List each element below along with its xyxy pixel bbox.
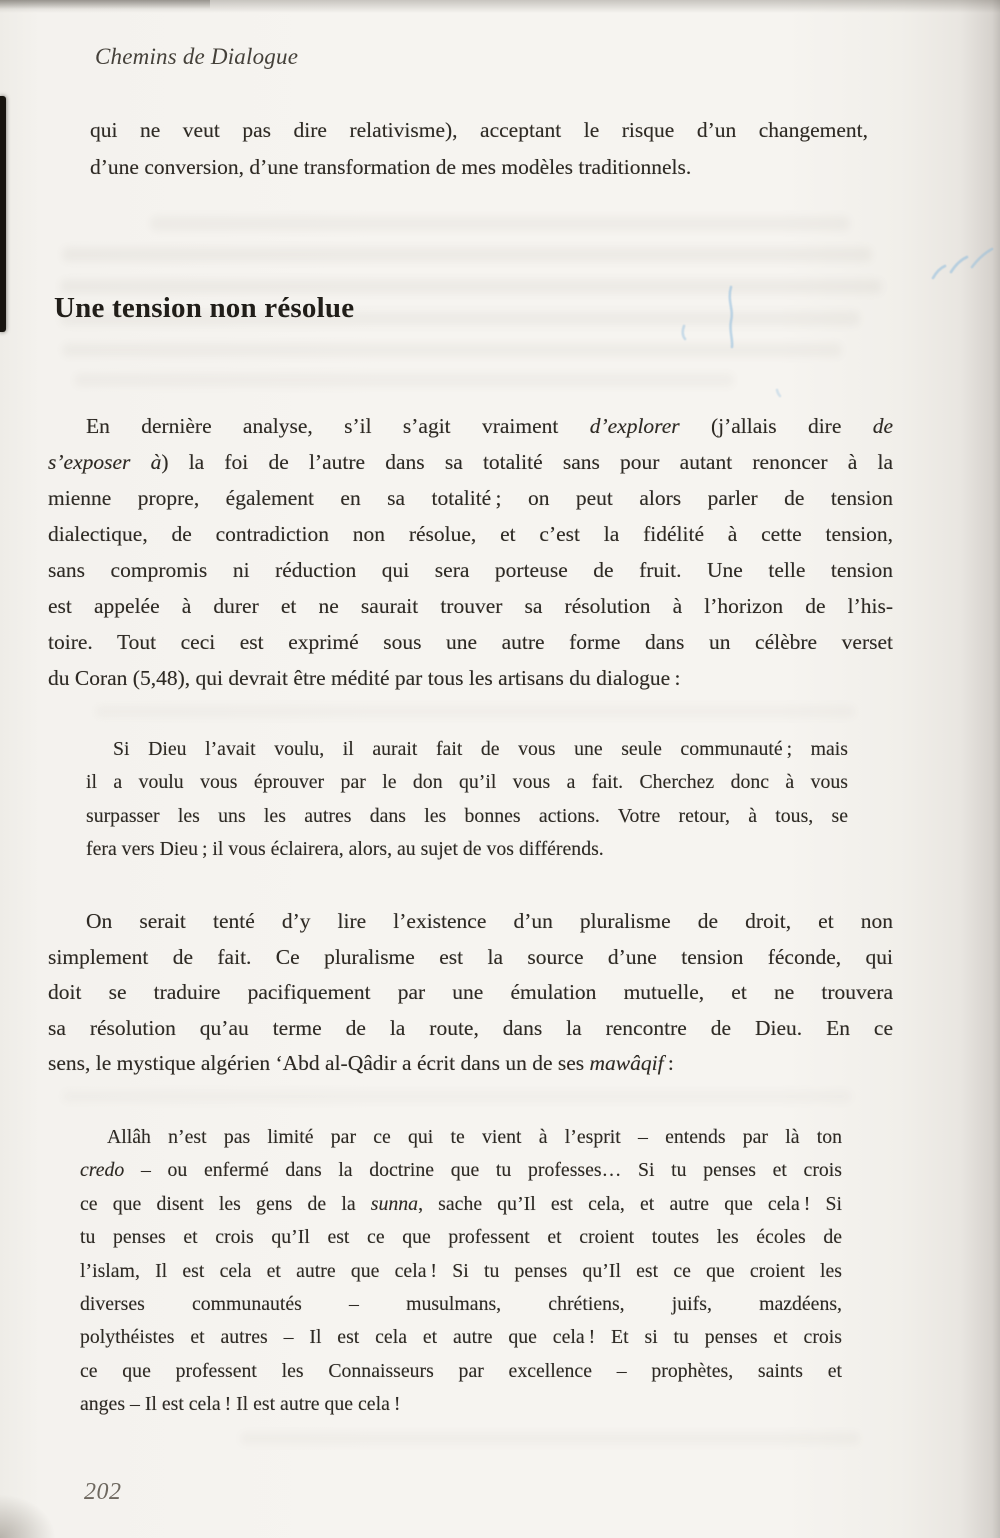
text-line: fera vers Dieu ; il vous éclairera, alors, au sujet de vos différends. [86,838,604,861]
text-line: sens, le mystique algérien ‘Abd al-Qâdir a écrit dans un de ses mawâqif : [48,1051,674,1076]
text-line: En dernière analyse, s’il s’agit vraiment d’explorer (j’allais dire de [86,414,893,438]
text-line: il a voulu vous éprouver par le don qu’il vous a fait. Cherchez donc à vous [86,771,848,794]
text-line: du Coran (5,48), qui devrait être médité par tous les artisans du dialogue : [48,666,681,690]
text-line: credo – ou enfermé dans la doctrine que tu professes… Si tu penses et crois [80,1159,842,1182]
text-line: est appelée à durer et ne saurait trouver sa résolution à l’horizon de l’his- [48,594,893,618]
text-line: s’exposer à) la foi de l’autre dans sa totalité sans pour autant renoncer à la [48,450,893,474]
running-header: Chemins de Dialogue [95,44,299,69]
text-line: toire. Tout ceci est exprimé sous une autre forme dans un célèbre verset [48,630,893,654]
text-line: tu penses et crois qu’Il est ce que professent et croient toutes les écoles de [80,1226,842,1249]
text-line: qui ne veut pas dire relativisme), acceptant le risque d’un changement, [90,118,868,142]
text-line: dialectique, de contradiction non résolue, et c’est la fidélité à cette tension, [48,522,893,546]
page-number: 202 [84,1479,122,1505]
text-line: polythéistes et autres – Il est cela et autre que cela ! Et si tu penses et crois [80,1326,842,1349]
text-line: sa résolution qu’au terme de la route, dans la rencontre de Dieu. En ce [48,1015,893,1040]
text-line: mienne propre, également en sa totalité ; on peut alors parler de tension [48,486,893,510]
text-line: d’une conversion, d’une transformation de mes modèles traditionnels. [90,155,692,179]
text-line: surpasser les uns les autres dans les bonnes actions. Votre retour, à tous, se [86,804,848,827]
blockquote-quran-verse [86,733,848,867]
text-line: Allâh n’est pas limité par ce qui te vient à l’esprit – entends par là ton [107,1126,842,1148]
text-line: ce que professent les Connaisseurs par excellence – prophètes, saints et [80,1359,842,1382]
text-line: diverses communautés – musulmans, chrétiens, juifs, mazdéens, [80,1292,842,1315]
text-line: sans compromis ni réduction qui sera porteuse de fruit. Une telle tension [48,558,893,582]
text-line: simplement de fait. Ce pluralisme est la source d’une tension féconde, qui [48,944,893,969]
section-heading: Une tension non résolue [54,292,355,324]
body-paragraph-pluralism [48,904,893,1082]
blockquote-mawaqif [80,1121,842,1422]
body-paragraph-continuation [90,112,868,186]
body-paragraph-tension [48,408,893,696]
text-line: Si Dieu l’avait voulu, il aurait fait de vous une seule communauté ; mais [113,738,848,760]
text-line: doit se traduire pacifiquement par une émulation mutuelle, et ne trouvera [48,980,893,1005]
text-line: On serait tenté d’y lire l’existence d’un pluralisme de droit, et non [86,909,893,933]
text-line: ce que disent les gens de la sunna, sache qu’Il est cela, et autre que cela ! Si [80,1192,842,1215]
text-line: l’islam, Il est cela et autre que cela ! Si tu penses qu’Il est ce que croient les [80,1259,842,1282]
text-line: anges – Il est cela ! Il est autre que cela ! [80,1393,401,1416]
